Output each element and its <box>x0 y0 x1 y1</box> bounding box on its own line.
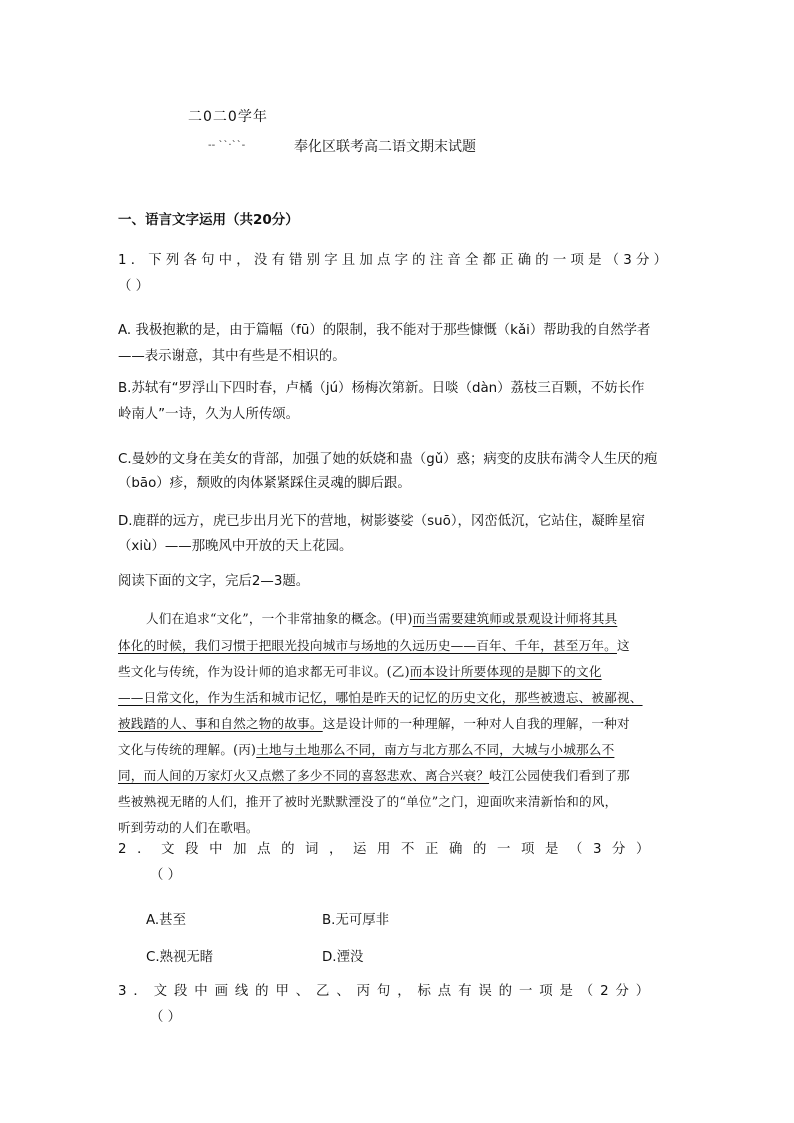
passage-line-9: 听到劳动的人们在歌唱。 <box>118 820 259 835</box>
reading-instruction: 阅读下面的文字，完后2—3题。 <box>118 574 310 589</box>
sentence-jia-cont: 体化的时候，我们习惯于把眼光投向城市与场地的久远历史——百年、千年，甚至万年。 <box>118 638 617 653</box>
passage-line-2 <box>118 635 630 654</box>
sentence-yi-cont: ——日常文化，作为生活和城市记忆，哪怕是昨天的记忆的历史文化，那些被遗忘、被鄙视、 <box>118 690 643 705</box>
question-2-option-a: A.甚至 <box>146 913 186 928</box>
question-2-option-c: C.熟视无睹 <box>146 950 214 965</box>
question-2-stem: 2．文段中加点的词，运用不正确的一项是（3分） <box>118 842 661 857</box>
option-c-line-1: C.曼妙的文身在美女的背部，加强了她的妖娆和蛊（gǔ）惑；病变的皮肤布满令人生厌的疱 <box>118 452 658 467</box>
sentence-yi-end: 被践踏的人、事和自然之物的故事。 <box>118 716 323 731</box>
passage-line-8: 些被熟视无睹的人们，推开了被时光默默湮没了的“单位”之门，迎面吹来清新怡和的风， <box>118 794 618 809</box>
passage-line-4 <box>118 687 643 706</box>
passage-text: 这 <box>616 638 630 653</box>
question-3-answer-paren: （ ） <box>150 1010 182 1025</box>
question-2-option-b: B.无可厚非 <box>322 913 390 928</box>
passage-line-3 <box>118 661 602 680</box>
passage-text: 文化与传统的理解。(丙) <box>118 742 257 757</box>
passage-text: 些文化与传统，作为设计师的追求都无可非议。(乙) <box>118 664 410 679</box>
question-2-option-d: D.湮没 <box>322 950 364 965</box>
exam-year: 二0二0学年 <box>188 109 268 125</box>
sentence-bing-cont: 同，而人间的万家灯火又点燃了多少不同的喜怒悲欢、离合兴衰？ <box>118 768 490 783</box>
passage-line-6 <box>118 739 614 758</box>
page-title: 奉化区联考高二语文期末试题 <box>294 139 476 155</box>
passage-text: 人们在追求“文化”，一个非常抽象的概念。(甲) <box>146 611 413 626</box>
question-2-answer-paren: （ ） <box>150 868 182 883</box>
option-a-line-1: A. 我极抱歉的是，由于篇幅（fū）的限制，我不能对于那些慷慨（kǎi）帮助我的自然学者 <box>118 323 651 338</box>
question-3-stem: 3．文段中画线的甲、乙、丙句，标点有误的一项是（2分） <box>118 984 657 999</box>
option-c-line-2: （bāo）疹，颓败的肉体紧紧踩住灵魂的脚后跟。 <box>118 476 411 491</box>
option-b-line-2: 岭南人”一诗，久为人所传颂。 <box>118 407 300 422</box>
sentence-jia: 而当需要建筑师或景观设计师将其具 <box>412 611 618 626</box>
passage-line-1 <box>146 608 617 627</box>
option-b-line-1: B.苏轼有“罗浮山下四时春，卢橘（jú）杨梅次第新。日啖（dàn）荔枝三百颗，不妨长作 <box>118 381 645 396</box>
option-d-line-2: （xiù）——那晚风中开放的天上花园。 <box>118 539 353 554</box>
section-heading: 一、语言文字运用（共20分） <box>118 212 299 228</box>
question-1-answer-paren: （ ） <box>118 279 150 294</box>
question-1-stem: 1．下列各句中，没有错别字且加点字的注音全都正确的一项是（3分） <box>118 253 672 268</box>
option-d-line-1: D.鹿群的远方，虎已步出月光下的营地，树影婆娑（suō），冈峦低沉，它站住，凝眸星宿 <box>118 514 645 529</box>
header-marks: -- ``·``- <box>208 140 246 151</box>
option-a-line-2: ——表示谢意，其中有些是不相识的。 <box>118 349 346 364</box>
passage-line-5 <box>118 713 630 732</box>
sentence-yi: 而本设计所要体现的是脚下的文化 <box>409 664 602 679</box>
sentence-bing: 土地与土地那么不同，南方与北方那么不同，大城与小城那么不 <box>256 742 615 757</box>
passage-text: 这是设计师的一种理解，一种对人自我的理解，一种对 <box>322 716 630 731</box>
passage-text: 岐江公园使我们看到了那 <box>489 768 630 783</box>
passage-line-7 <box>118 765 630 784</box>
